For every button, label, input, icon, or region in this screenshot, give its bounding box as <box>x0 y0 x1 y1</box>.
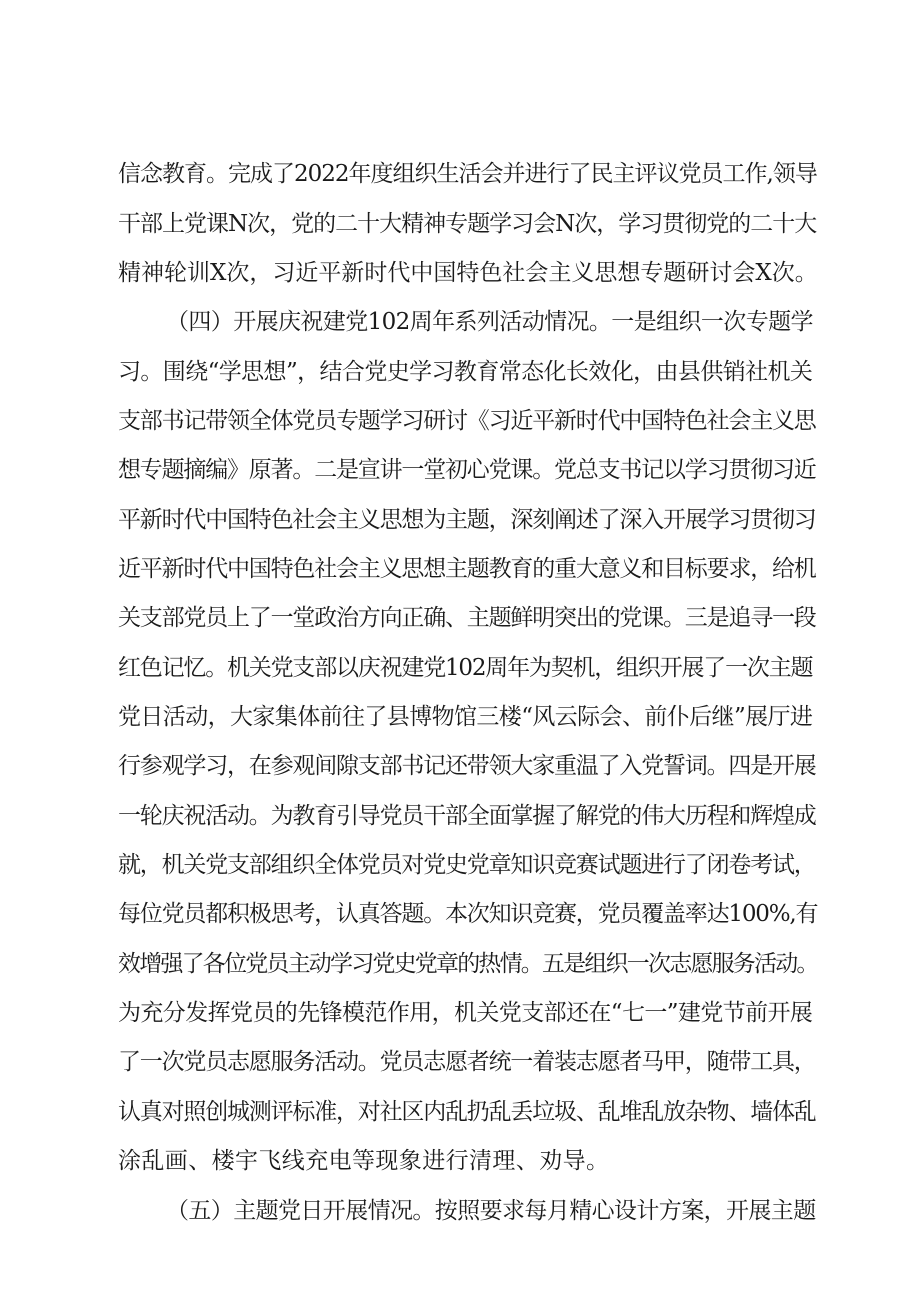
text-line: 近平新时代中国特色社会主义思想主题教育的重大意义和目标要求，给机 <box>118 556 816 582</box>
text-line: 信念教育。完成了2022年度组织生活会并进行了民主评议党员工作,领导 <box>118 161 817 187</box>
text-line: 为充分发挥党员的先锋模范作用，机关党支部还在“七一”建党节前开展 <box>118 1000 813 1026</box>
text-line: 了一次党员志愿服务活动。党员志愿者统一着装志愿者马甲，随带工具， <box>118 1049 816 1075</box>
text-line: 效增强了各位党员主动学习党史党章的热情。五是组织一次志愿服务活动。 <box>118 951 818 977</box>
paragraph-start-line: （五）主题党日开展情况。按照要求每月精心设计方案，开展主题 <box>166 1198 816 1224</box>
text-line: 涂乱画、楼宇飞线充电等现象进行清理、劝导。 <box>118 1148 610 1174</box>
text-line: 红色记忆。机关党支部以庆祝建党102周年为契机，组织开展了一次主题 <box>118 655 813 681</box>
text-line: 一轮庆祝活动。为教育引导党员干部全面掌握了解党的伟大历程和辉煌成 <box>118 803 816 829</box>
paragraph-start-line: （四）开展庆祝建党102周年系列活动情况。一是组织一次专题学 <box>166 309 813 335</box>
text-line: 认真对照创城测评标准，对社区内乱扔乱丢垃圾、乱堆乱放杂物、墙体乱 <box>118 1099 816 1125</box>
text-line: 习。围绕“学思想”，结合党史学习教育常态化长效化，由县供销社机关 <box>118 359 813 385</box>
text-line: 精神轮训X次，习近平新时代中国特色社会主义思想专题研讨会X次。 <box>118 260 818 286</box>
text-line: 行参观学习，在参观间隙支部书记还带领大家重温了入党誓词。四是开展 <box>118 753 816 779</box>
text-line: 关支部党员上了一堂政治方向正确、主题鲜明突出的党课。三是追寻一段 <box>118 605 816 631</box>
text-line: 平新时代中国特色社会主义思想为主题，深刻阐述了深入开展学习贯彻习 <box>118 507 816 533</box>
text-line: 支部书记带领全体党员专题学习研讨《习近平新时代中国特色社会主义思 <box>118 408 816 434</box>
text-line: 干部上党课N次，党的二十大精神专题学习会N次，学习贯彻党的二十大 <box>118 211 817 237</box>
text-line: 想专题摘编》原著。二是宣讲一堂初心党课。党总支书记以学习贯彻习近 <box>118 457 816 483</box>
text-line: 就，机关党支部组织全体党员对党史党章知识竞赛试题进行了闭卷考试， <box>118 852 816 878</box>
text-line: 每位党员都积极思考，认真答题。本次知识竞赛，党员覆盖率达100%,有 <box>118 901 818 927</box>
text-line: 党日活动，大家集体前往了县博物馆三楼“风云际会、前仆后继”展厅进 <box>118 704 813 730</box>
